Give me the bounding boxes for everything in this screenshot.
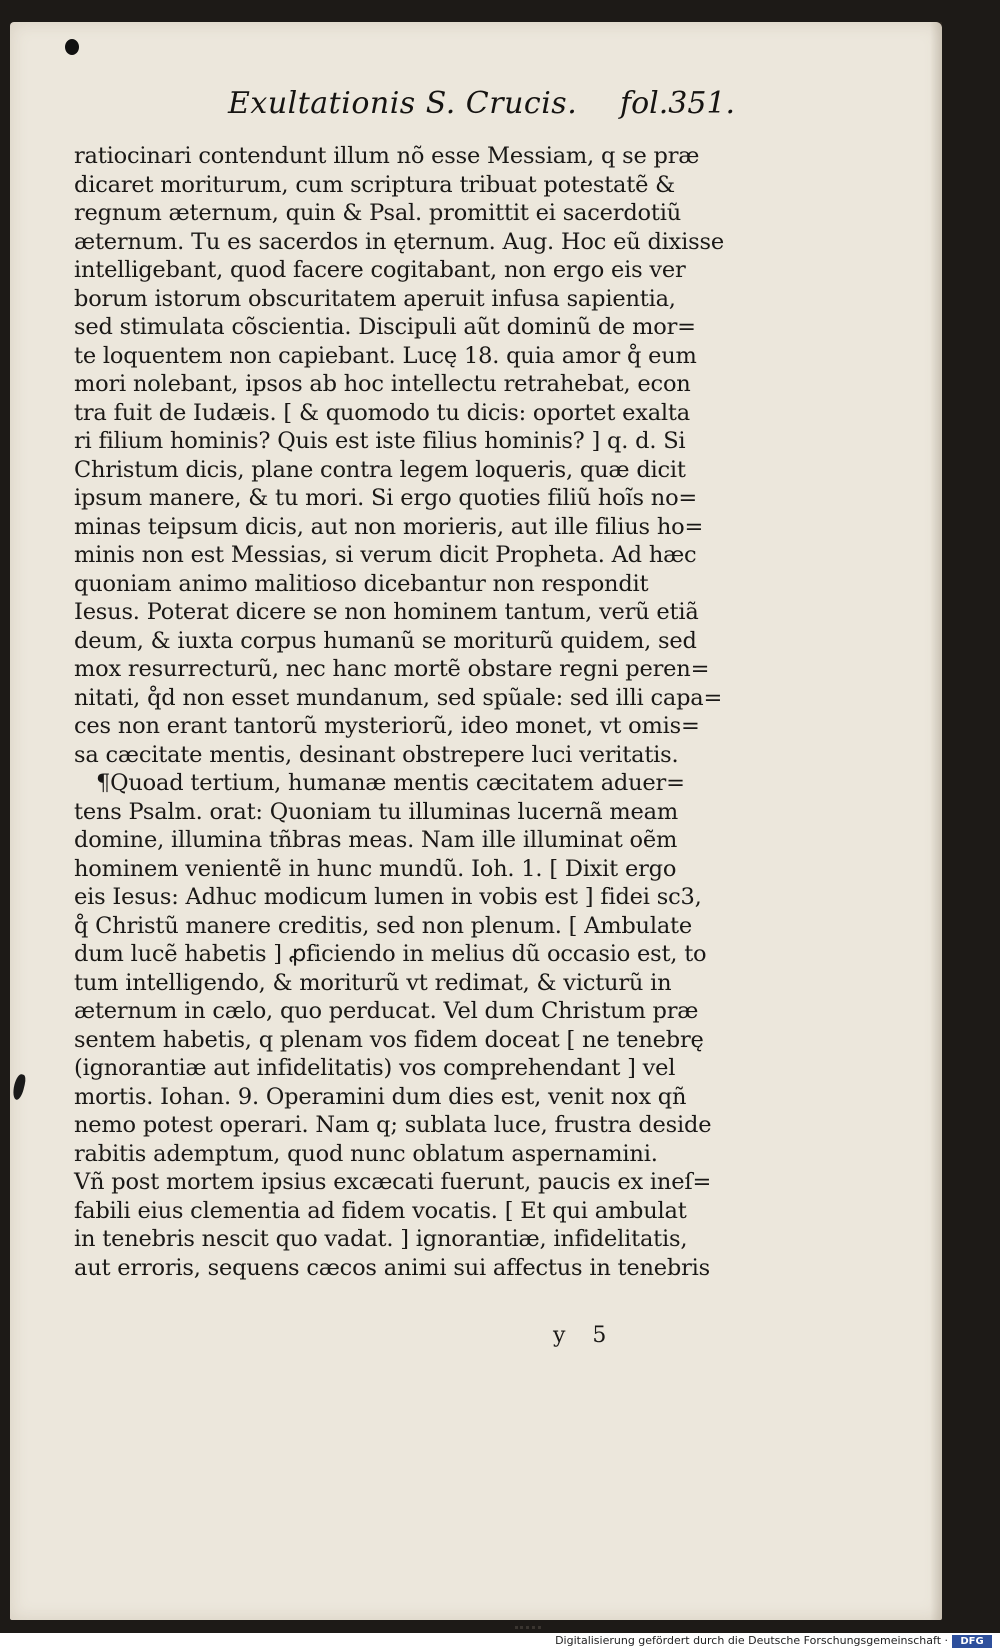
text-line: sed stimulata cõscientia. Discipuli aũt dominũ de mor= (74, 314, 696, 340)
text-line: regnum æternum, quin & Psal. promittit ei sacerdotiũ (74, 200, 682, 226)
text-line: ¶Quoad tertium, humanæ mentis cæcitatem aduer= (96, 770, 685, 796)
text-line: intelligebant, quod facere cogitabant, non ergo eis ver (74, 257, 686, 283)
page-edge-shadow (930, 22, 942, 1620)
text-line: (ignorantiæ aut infidelitatis) vos comprehendant ] vel (74, 1055, 676, 1081)
text-line: q̊ Christũ manere creditis, sed non plenum. [ Ambulate (74, 912, 692, 939)
text-line: dicaret moriturum, cum scriptura tribuat potestatẽ & (74, 171, 676, 198)
text-line: tens Psalm. orat: Quoniam tu illuminas lucernã meam (74, 798, 678, 825)
body-text (74, 142, 754, 1282)
text-line: Vñ post mortem ipsius excæcati fuerunt, paucis ex ineſ= (74, 1169, 712, 1195)
text-line: ratiocinari contendunt illum nõ esse Messiam, q se præ (74, 143, 700, 169)
text-line: Christum dicis, plane contra legem loqueris, quæ dicit (74, 456, 686, 483)
text-line: mortis. Iohan. 9. Operamini dum dies est, venit nox qñ (74, 1083, 687, 1110)
text-line: minas teipsum dicis, aut non morieris, aut ille filius ho= (74, 513, 704, 540)
text-line: ri filium hominis? Quis est iste filius hominis? ] q. d. Si (74, 428, 686, 454)
text-line: deum, & iuxta corpus humanũ se moriturũ quidem, sed (74, 627, 697, 654)
text-line: æternum in cælo, quo perducat. Vel dum Christum præ (74, 998, 699, 1024)
binding-hole (65, 39, 79, 55)
text-line: nemo potest operari. Nam q; sublata luce, frustra deside (74, 1112, 712, 1138)
text-line: nitati, q̊d non esset mundanum, sed spũale: sed illi capa= (74, 684, 723, 711)
text-line: tum intelligendo, & moriturũ vt redimat, & victurũ in (74, 969, 672, 996)
text-line: Iesus. Poterat dicere se non hominem tantum, verũ etiã (74, 599, 699, 625)
running-head: Exultationis S. Crucis. (228, 86, 578, 121)
folio-number: fol.351. (620, 86, 736, 121)
text-line: aut erroris, sequens cæcos animi sui affectus in tenebris (74, 1254, 711, 1281)
text-line: fabili eius clementia ad fidem vocatis. [ Et qui ambulat (74, 1197, 687, 1224)
text-line: domine, illumina tñbras meas. Nam ille illuminat oẽm (74, 827, 678, 853)
funding-credit: Digitalisierung gefördert durch die Deutsche Forschungsgemeinschaft · (555, 1634, 948, 1647)
text-line: tra fuit de Iudæis. [ & quomodo tu dicis: oportet exalta (74, 399, 690, 426)
signature-mark: y 5 (553, 1323, 617, 1348)
text-line: æternum. Tu es sacerdos in ęternum. Aug. Hoc eũ dixisse (74, 228, 724, 255)
text-line: minis non est Messias, si verum dicit Propheta. Ad hæc (74, 542, 697, 568)
dfg-logo: DFG (952, 1635, 992, 1648)
text-line: quoniam animo malitioso dicebantur non respondit (74, 570, 649, 597)
text-line: mox resurrecturũ, nec hanc mortẽ obstare regni peren= (74, 656, 710, 682)
text-line: sa cæcitate mentis, desinant obstrepere luci veritatis. (74, 741, 679, 768)
text-line: eis Iesus: Adhuc modicum lumen in vobis est ] fidei sc3, (74, 884, 702, 910)
text-line: in tenebris nescit quo vadat. ] ignorantiæ, infidelitatis, (74, 1226, 688, 1252)
text-line: ipsum manere, & tu mori. Si ergo quoties filiũ hoĩs no= (74, 485, 698, 511)
text-line: borum istorum obscuritatem aperuit infusa sapientia, (74, 285, 676, 312)
text-line: mori nolebant, ipsos ab hoc intellectu retrahebat, econ (74, 371, 691, 397)
text-line: hominem venientẽ in hunc mundũ. Ioh. 1. [ Dixit ergo (74, 855, 677, 882)
text-line: te loquentem non capiebant. Lucę 18. quia amor q̊ eum (74, 342, 697, 369)
text-line: rabitis ademptum, quod nunc oblatum aspernamini. (74, 1140, 658, 1167)
text-line: ces non erant tantorũ mysteriorũ, ideo monet, vt omis= (74, 713, 700, 739)
text-line: dum lucẽ habetis ] ꝓficiendo in melius dũ occasio est, to (74, 941, 707, 967)
margin-ink-blot (11, 1073, 27, 1101)
book-page (10, 22, 942, 1620)
text-line: sentem habetis, q plenam vos fidem doceat [ ne tenebrę (74, 1026, 704, 1053)
